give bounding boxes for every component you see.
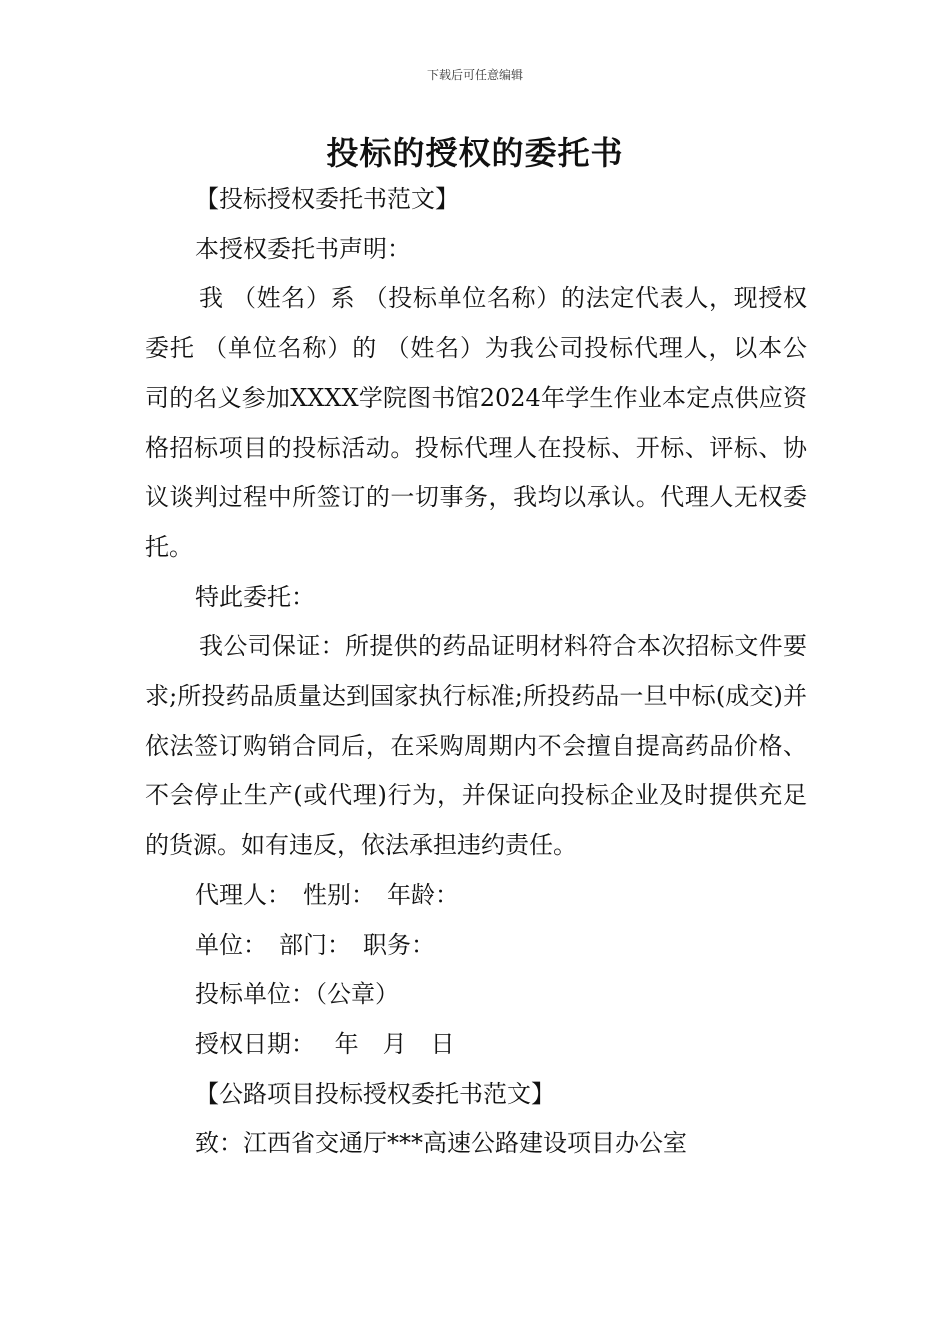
document-title: 投标的授权的委托书 xyxy=(326,134,624,172)
statement-label: 本授权委托书声明： xyxy=(195,234,411,263)
bidder-seal-line: 投标单位：（公章） xyxy=(195,980,399,1009)
section-heading-bid-authorization: 【投标授权委托书范文】 xyxy=(195,185,459,213)
paragraph-guarantee: 我公司保证：所提供的药品证明材料符合本次招标文件要求;所投药品质量达到国家执行标准;所投药品一旦中标(成交)并依法签订购销合同后，在采购周期内不会擅自提高药品价格、不会停止生产(或代理)行为，并保证向投标企业及时提供充足的货源。如有违反，依法承担违约责任。 xyxy=(145,632,807,860)
paragraph-authorization: 我 （姓名）系 （投标单位名称）的法定代表人，现授权委托 （单位名称）的 （姓名）为我公司投标代理人，以本公司的名义参加XXXX学院图书馆2024年学生作业本定点供应资格招标项目的投标活动。投标代理人在投标、开标、评标、协议谈判过程中所签订的一切事务，我均以承认。代理人无权委托。 xyxy=(145,284,807,561)
header-note: 下载后可任意编辑 xyxy=(426,68,523,82)
addressee-line: 致：江西省交通厅***高速公路建设项目办公室 xyxy=(195,1129,687,1158)
section-heading-highway-project: 【公路项目投标授权委托书范文】 xyxy=(195,1079,555,1108)
hereby-entrust-label: 特此委托： xyxy=(195,582,315,611)
document-body xyxy=(145,175,807,1169)
agent-info-line: 代理人： 性别： 年龄： xyxy=(195,880,459,909)
authorization-date-line: 授权日期： 年 月 日 xyxy=(195,1029,455,1058)
unit-info-line: 单位： 部门： 职务： xyxy=(195,930,435,959)
